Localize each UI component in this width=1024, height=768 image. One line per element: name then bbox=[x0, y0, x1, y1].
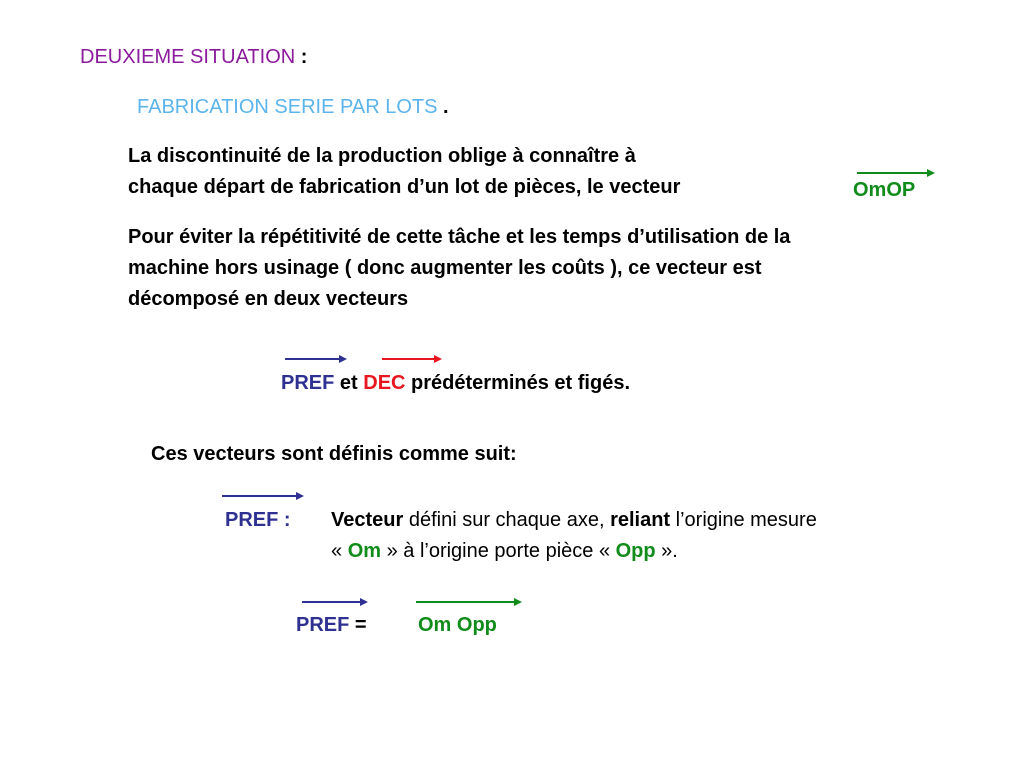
statement-pref: PREF bbox=[281, 372, 335, 394]
vector-arrow-dec bbox=[382, 353, 442, 365]
vector-arrow-om-opp bbox=[416, 596, 522, 608]
subheading-suffix: . bbox=[437, 96, 449, 118]
heading-suffix: : bbox=[295, 46, 308, 68]
paragraph-2-line-1: Pour éviter la répétitivité de cette tâche et les temps d’utilisation de la bbox=[128, 226, 791, 248]
equation-equals: = bbox=[349, 614, 367, 636]
definition-line-1 bbox=[331, 509, 817, 532]
definition-text-2: l’origine mesure bbox=[670, 509, 817, 531]
statement-rest: prédéterminés et figés. bbox=[405, 372, 631, 394]
vector-arrow-pref bbox=[285, 353, 347, 365]
heading-label: DEUXIEME SITUATION bbox=[80, 46, 296, 68]
vector-arrow-omop bbox=[857, 167, 935, 179]
definition-quote-open: « bbox=[331, 540, 348, 562]
definition-opp: Opp bbox=[615, 540, 656, 562]
subheading-label: FABRICATION SERIE PAR LOTS bbox=[137, 96, 438, 118]
definition-line-2-middle: » à l’origine porte pièce « bbox=[381, 540, 616, 562]
paragraph-1-line-1: La discontinuité de la production oblige à connaître à bbox=[128, 145, 636, 167]
equation-lhs-group bbox=[296, 614, 367, 637]
paragraph-1-line-2: chaque départ de fabrication d’un lot de pièces, le vecteur bbox=[128, 176, 681, 198]
vector-omop-label: OmOP bbox=[853, 179, 916, 201]
definition-quote-close: ». bbox=[655, 540, 678, 562]
vector-arrow-pref-equation bbox=[302, 596, 368, 608]
slide-heading bbox=[80, 46, 307, 69]
definition-term: PREF : bbox=[225, 509, 291, 531]
vector-arrow-pref-definition bbox=[222, 490, 304, 502]
definition-word-vecteur: Vecteur bbox=[331, 509, 404, 531]
slide-subheading bbox=[137, 96, 449, 119]
definition-word-reliant: reliant bbox=[610, 509, 671, 531]
paragraph-2-line-2: machine hors usinage ( donc augmenter les coûts ), ce vecteur est bbox=[128, 257, 762, 279]
equation-lhs: PREF bbox=[296, 614, 350, 636]
definition-om: Om bbox=[347, 540, 382, 562]
equation-rhs: Om Opp bbox=[418, 614, 497, 636]
statement-dec: DEC bbox=[363, 372, 406, 394]
definitions-intro: Ces vecteurs sont définis comme suit: bbox=[151, 443, 517, 465]
paragraph-2-line-3: décomposé en deux vecteurs bbox=[128, 288, 409, 310]
statement-line bbox=[281, 372, 630, 395]
statement-et: et bbox=[334, 372, 364, 394]
definition-line-2 bbox=[331, 540, 678, 563]
definition-text-1: défini sur chaque axe, bbox=[403, 509, 611, 531]
